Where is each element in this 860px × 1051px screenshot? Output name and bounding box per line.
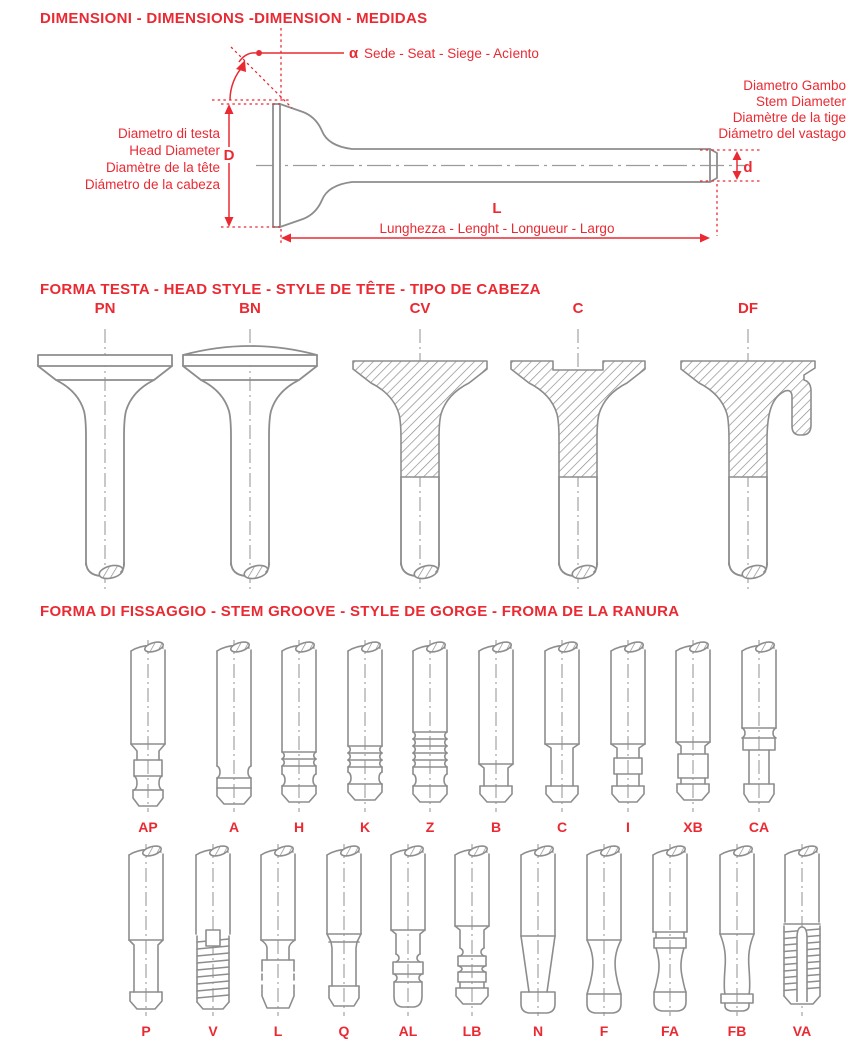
stem-groove-label: Z	[425, 819, 435, 835]
stem-groove-figure	[339, 640, 391, 835]
stem-groove-figure	[252, 844, 304, 1039]
head-style-label: CV	[409, 300, 431, 317]
stem-groove-figure	[470, 640, 522, 835]
stem-groove-figure	[120, 844, 172, 1039]
svg-text:Diámetro del vastago: Diámetro del vastago	[718, 126, 846, 141]
stem-groove-figure	[446, 844, 498, 1039]
stem-groove-CA-icon	[733, 640, 785, 812]
head-diameter-symbol: D	[223, 147, 235, 164]
stem-groove-P-icon	[120, 844, 172, 1016]
section-recessed-head-valve-icon	[503, 325, 653, 597]
stem-groove-label: V	[208, 1023, 218, 1039]
stem-groove-label: C	[556, 819, 568, 835]
stem-grooves-row2	[0, 844, 860, 1044]
stem-groove-B-icon	[470, 640, 522, 812]
stem-groove-label: XB	[683, 819, 703, 835]
stem-groove-label: FA	[661, 1023, 679, 1039]
stem-grooves-row1	[0, 640, 860, 838]
flat-head-valve-icon	[30, 325, 180, 597]
stem-groove-label: I	[626, 819, 630, 835]
head-style-figure	[673, 300, 823, 602]
stem-groove-figure	[602, 640, 654, 835]
section-tulip-head-valve-icon	[345, 325, 495, 597]
head-style-figure	[503, 300, 653, 602]
stem-groove-A-icon	[208, 640, 260, 812]
stem-groove-figure	[273, 640, 325, 835]
stem-groove-label: FB	[727, 1023, 747, 1039]
stem-groove-label: L	[273, 1023, 283, 1039]
stem-groove-label: P	[141, 1023, 151, 1039]
stem-groove-C-icon	[536, 640, 588, 812]
stem-groove-figure	[578, 844, 630, 1039]
stem-groove-label: LB	[462, 1023, 482, 1039]
stem-groove-K-icon	[339, 640, 391, 812]
length-label: Lunghezza - Lenght - Longueur - Largo	[379, 221, 615, 236]
stem-groove-label: Q	[338, 1023, 350, 1039]
stem-groove-label: AP	[138, 819, 158, 835]
stem-grooves-section-title: FORMA DI FISSAGGIO - STEM GROOVE - STYLE DE GORGE - FROMA DE LA RANURA	[40, 603, 680, 620]
svg-text:Diamètre de la tête: Diamètre de la tête	[105, 160, 220, 175]
stem-groove-figure	[733, 640, 785, 835]
stem-groove-label: A	[228, 819, 240, 835]
stem-groove-label: K	[359, 819, 371, 835]
stem-groove-F-icon	[578, 844, 630, 1016]
dimensions-section-title: DIMENSIONI - DIMENSIONS -DIMENSION - MEDIDAS	[40, 10, 428, 27]
stem-groove-figure	[187, 844, 239, 1039]
alpha-symbol: α	[349, 45, 359, 62]
stem-groove-AL-icon	[382, 844, 434, 1016]
stem-groove-XB-icon	[667, 640, 719, 812]
head-styles-figures	[0, 300, 860, 602]
stem-groove-figure	[512, 844, 564, 1039]
stem-groove-LB-icon	[446, 844, 498, 1016]
head-diameter-label: Diametro di testa	[117, 126, 220, 141]
stem-groove-Z-icon	[404, 640, 456, 812]
valve-dimensions-drawing	[0, 0, 860, 262]
stem-groove-figure	[644, 844, 696, 1039]
head-style-figure	[175, 300, 325, 602]
seat-angle-line	[231, 47, 292, 108]
head-style-label: DF	[738, 300, 758, 317]
stem-groove-figure	[122, 640, 174, 835]
stem-groove-figure	[536, 640, 588, 835]
stem-groove-N-icon	[512, 844, 564, 1016]
head-style-label: PN	[94, 300, 116, 317]
stem-groove-H-icon	[273, 640, 325, 812]
stem-groove-figure	[318, 844, 370, 1039]
stem-groove-label: AL	[398, 1023, 418, 1039]
svg-text:Stem Diameter: Stem Diameter	[755, 94, 846, 109]
stem-groove-figure	[404, 640, 456, 835]
length-symbol: L	[492, 200, 502, 217]
stem-groove-VA-icon	[776, 844, 828, 1016]
stem-groove-Q-icon	[318, 844, 370, 1016]
stem-groove-label: B	[490, 819, 502, 835]
head-style-figure	[345, 300, 495, 602]
head-styles-section-title: FORMA TESTA - HEAD STYLE - STYLE DE TÊTE - TIPO DE CABEZA	[40, 281, 541, 298]
svg-text:Diamètre de la tige: Diamètre de la tige	[732, 110, 846, 125]
stem-groove-I-icon	[602, 640, 654, 812]
valve-head-face	[273, 104, 280, 227]
head-style-label: C	[572, 300, 584, 317]
stem-groove-V-icon	[187, 844, 239, 1016]
stem-groove-label: CA	[748, 819, 770, 835]
stem-groove-figure	[382, 844, 434, 1039]
section-deflector-head-valve-icon	[673, 325, 823, 597]
stem-groove-figure	[208, 640, 260, 835]
stem-groove-label: VA	[792, 1023, 812, 1039]
seat-label: Sede - Seat - Siege - Acìento	[364, 46, 539, 61]
stem-groove-label: N	[532, 1023, 544, 1039]
stem-diameter-symbol: d	[743, 159, 753, 176]
head-style-figure	[30, 300, 180, 602]
stem-groove-AP-icon	[122, 640, 174, 812]
stem-groove-figure	[667, 640, 719, 835]
domed-head-valve-icon	[175, 325, 325, 597]
stem-groove-figure	[711, 844, 763, 1039]
stem-groove-FB-icon	[711, 844, 763, 1016]
stem-groove-L-icon	[252, 844, 304, 1016]
stem-groove-label: H	[293, 819, 305, 835]
stem-diameter-label: Diametro Gambo	[743, 78, 846, 93]
svg-text:Diámetro de la cabeza: Diámetro de la cabeza	[84, 177, 220, 192]
stem-groove-figure	[776, 844, 828, 1039]
head-style-label: BN	[239, 300, 261, 317]
svg-text:Head Diameter: Head Diameter	[129, 143, 220, 158]
stem-groove-FA-icon	[644, 844, 696, 1016]
stem-groove-label: F	[599, 1023, 609, 1039]
